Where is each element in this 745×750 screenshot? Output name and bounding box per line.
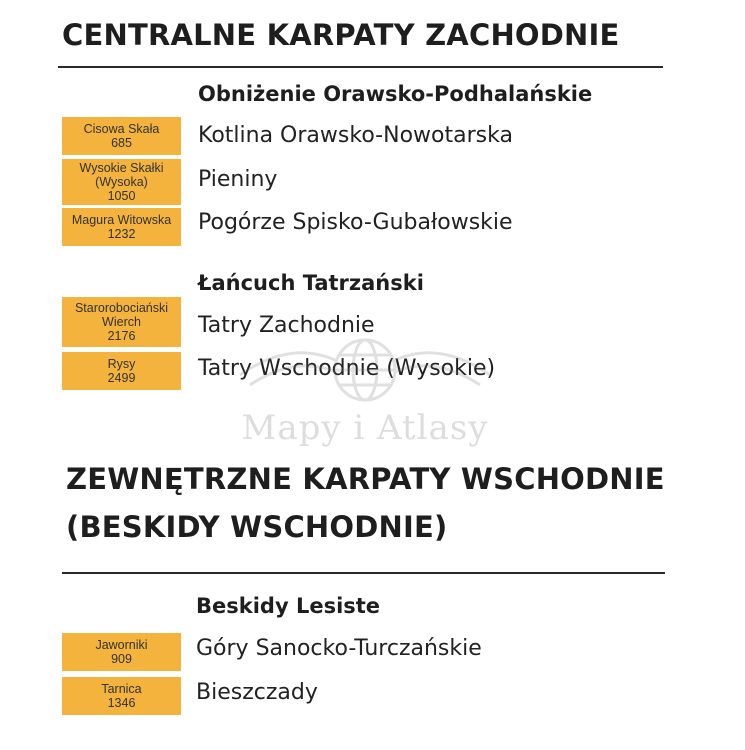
region-name: Pieniny (198, 167, 278, 192)
group-title-tatra-chain: Łańcuch Tatrzański (198, 271, 424, 295)
region-name: Tatry Wschodnie (Wysokie) (198, 356, 496, 381)
region-name: Tatry Zachodnie (198, 313, 375, 338)
section-title-outer-eastern-carpathians: ZEWNĘTRZNE KARPATY WSCHODNIE (66, 462, 665, 496)
group-title-orawa-podhale: Obniżenie Orawsko-Podhalańskie (198, 82, 593, 106)
section-title-central-western-carpathians: CENTRALNE KARPATY ZACHODNIE (62, 18, 620, 52)
peak-height: 685 (111, 136, 132, 150)
peak-height: 2176 (107, 329, 136, 343)
peak-badge (62, 677, 181, 715)
region-name: Pogórze Spisko-Gubałowskie (198, 210, 513, 235)
peak-badge (62, 208, 181, 246)
peak-height: 2499 (107, 371, 136, 385)
globe-logo-icon (220, 330, 510, 410)
peak-name: Tarnica (101, 682, 142, 696)
region-name: Góry Sanocko-Turczańskie (196, 636, 482, 661)
peak-name: Starorobociański (74, 301, 169, 315)
section-subtitle-eastern-beskids: (BESKIDY WSCHODNIE) (66, 510, 448, 544)
peak-name-alt: (Wysoka) (95, 175, 148, 189)
peak-name-cont: Wierch (102, 315, 141, 329)
region-name: Bieszczady (196, 680, 318, 705)
group-title-beskidy-lesiste: Beskidy Lesiste (196, 594, 381, 618)
peak-badge (62, 352, 181, 390)
peak-badge (62, 159, 181, 205)
peak-badge (62, 297, 181, 347)
section-divider (58, 66, 663, 68)
watermark-text: Mapy i Atlasy (241, 408, 489, 448)
watermark (220, 330, 510, 455)
peak-height: 909 (111, 652, 132, 666)
peak-badge (62, 117, 181, 155)
peak-name: Magura Witowska (71, 213, 172, 227)
peak-name: Jaworniki (95, 638, 148, 652)
peak-badge (62, 633, 181, 671)
peak-name: Rysy (107, 357, 136, 371)
section-divider (62, 572, 665, 574)
peak-height: 1346 (107, 696, 136, 710)
peak-name: Wysokie Skałki (79, 161, 164, 175)
region-name: Kotlina Orawsko-Nowotarska (198, 123, 513, 148)
peak-name: Cisowa Skała (83, 122, 160, 136)
peak-height: 1050 (107, 189, 136, 203)
peak-height: 1232 (107, 227, 136, 241)
